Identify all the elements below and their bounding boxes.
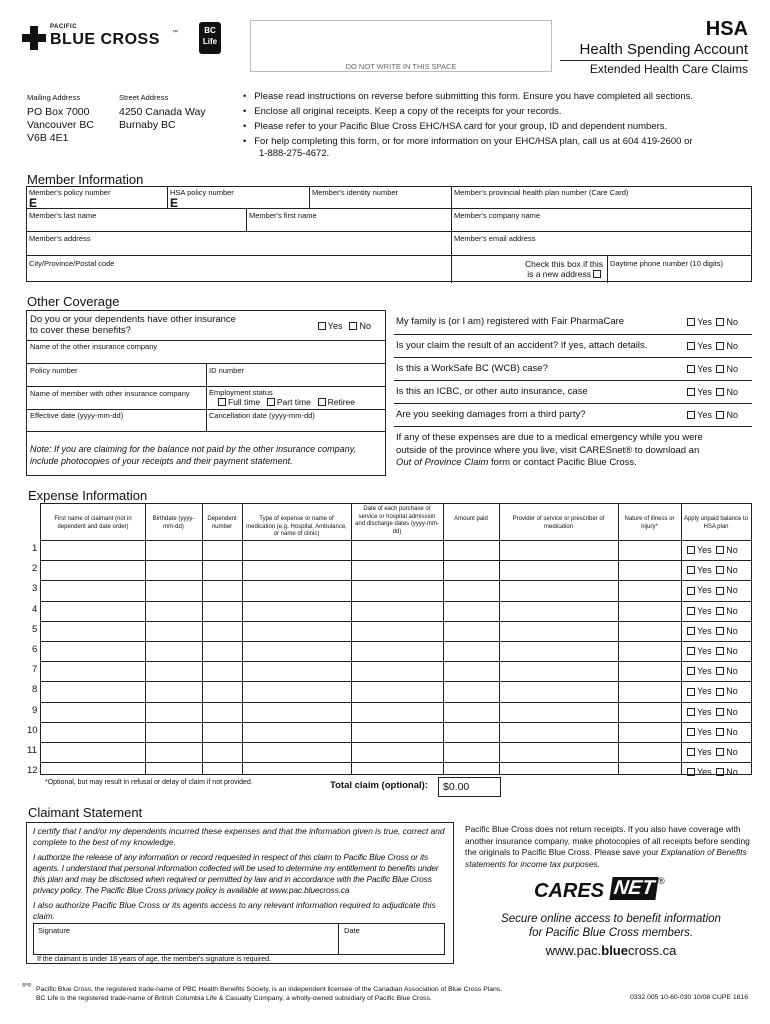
expense-column-header: First name of claimant (not in dependent and date order) <box>54 516 132 530</box>
expense-row[interactable] <box>41 641 681 661</box>
expense-row[interactable] <box>41 621 681 641</box>
date-label: Date <box>344 926 360 935</box>
other-company-label: Name of the other insurance company <box>30 342 158 351</box>
policy-number-label: Member's policy number <box>29 188 111 197</box>
hsa-policy-prefix: E <box>170 196 179 210</box>
other-member-field[interactable] <box>27 386 206 409</box>
yes-checkbox[interactable]: Yes <box>685 387 712 397</box>
expense-column-header: Dependent number <box>207 516 237 530</box>
expense-column-header: Type of expense or name of medication (e.g. Hospital, Ambulance, or name of clinic) <box>246 516 347 537</box>
question-row: Is your claim the result of an accident? If yes, attach details. Yes No <box>394 334 752 358</box>
yes-checkbox[interactable]: Yes <box>316 321 343 331</box>
row-number: 3 <box>32 583 38 595</box>
hsa-yes-no <box>685 767 738 778</box>
logo-tm: ™ <box>172 30 178 36</box>
instruction-item: • Enclose all original receipts. Keep a copy of the receipts for your records. <box>243 106 562 117</box>
expense-column-header: Date of each purchase or service or hospital admission and discharge dates (yyyy-mm-dd) <box>355 506 439 535</box>
yes-checkbox[interactable]: Yes <box>685 626 712 636</box>
provincial-number-field[interactable] <box>451 187 753 208</box>
expense-column-header: Provider of service or prescriber of medication <box>512 516 605 530</box>
part-time-checkbox[interactable]: Part time <box>265 397 311 407</box>
yes-checkbox[interactable]: Yes <box>685 747 712 757</box>
other-policy-field[interactable] <box>27 363 206 386</box>
expense-column-header: Amount paid <box>454 516 488 522</box>
caresnet-cares: CARES <box>534 880 605 902</box>
row-number: 6 <box>32 644 38 655</box>
row-number: 5 <box>32 623 38 635</box>
email-label: Member's email address <box>454 234 536 243</box>
instruction-item-cont: 1-888-275-4672. <box>259 148 330 159</box>
member-info-grid <box>26 186 752 282</box>
receipts-info: Pacific Blue Cross does not return receipts. If you also have coverage with another insurance company, make photocopies of all receipts before sending the originals to Pacific Blue Cross. Please save your Explanation of Benefits statements for income tax purposes. <box>465 824 750 869</box>
mailing-address-label: Mailing Address <box>27 93 80 102</box>
expense-column-header: Apply unpaid balance to HSA plan <box>683 516 749 530</box>
instruction-item: • Please refer to your Pacific Blue Cross EHC/HSA card for your group, ID and dependent numbers. <box>243 121 668 132</box>
yes-checkbox[interactable]: Yes <box>685 767 712 777</box>
checkbox-icon[interactable] <box>593 270 601 278</box>
last-name-field[interactable] <box>27 208 246 231</box>
email-field[interactable] <box>451 231 753 255</box>
policy-prefix: E <box>29 196 38 210</box>
mailing-line: PO Box 7000 <box>27 106 90 118</box>
hsa-policy-field[interactable] <box>167 187 309 208</box>
form-code: 0332.005 10-60-030 10/08 CUPE 1816 <box>630 994 748 1001</box>
no-checkbox[interactable]: No <box>714 727 738 737</box>
cancellation-date-field[interactable] <box>206 409 386 431</box>
pacific-blue-cross-logo <box>22 24 192 54</box>
yes-checkbox[interactable]: Yes <box>685 686 712 696</box>
city-field[interactable] <box>27 255 451 283</box>
question-row: Is this a WorkSafe BC (WCB) case? Yes No <box>394 357 752 381</box>
hsa-yes-no <box>685 727 738 738</box>
hsa-yes-no <box>685 707 738 718</box>
hsa-yes-no <box>685 606 738 617</box>
no-checkbox[interactable]: No <box>714 626 738 636</box>
do-not-write-box <box>250 20 552 72</box>
other-company-field[interactable] <box>27 340 387 363</box>
yes-checkbox[interactable]: Yes <box>685 585 712 595</box>
expense-row[interactable] <box>41 580 681 600</box>
employment-status-field <box>206 386 386 409</box>
row-number: 4 <box>32 603 38 615</box>
other-id-field[interactable] <box>206 363 386 386</box>
row-number: 8 <box>32 684 38 696</box>
other-coverage-grid <box>26 310 386 476</box>
no-checkbox[interactable]: No <box>347 321 371 331</box>
new-address-checkbox[interactable] <box>451 255 607 283</box>
no-checkbox[interactable]: No <box>714 747 738 757</box>
expense-row[interactable] <box>41 540 681 560</box>
signature-label: Signature <box>38 926 71 935</box>
no-checkbox[interactable]: No <box>714 364 738 374</box>
footer-marks: ®*® <box>22 983 32 989</box>
member-address-label: Member's address <box>29 234 91 243</box>
no-checkbox[interactable]: No <box>714 666 738 676</box>
no-checkbox[interactable]: No <box>714 317 738 327</box>
hsa-yes-no <box>685 545 738 556</box>
street-address <box>119 106 206 132</box>
question-row: Are you seeking damages from a third party? Yes No <box>394 403 752 427</box>
effective-date-field[interactable] <box>27 409 206 431</box>
secure-access-text: Secure online access to benefit information for Pacific Blue Cross members. <box>501 913 721 939</box>
mailing-line: Vancouver BC <box>27 119 94 131</box>
street-line: Burnaby BC <box>119 119 176 131</box>
expense-row[interactable] <box>41 722 681 742</box>
yes-checkbox[interactable]: Yes <box>685 666 712 676</box>
signature-field[interactable] <box>33 923 445 955</box>
other-coverage-note: Note: If you are claiming for the balance not paid by the other insurance company, include photocopies of your receipts and their payment statement. <box>30 444 357 466</box>
authorize-text: I authorize the release of any information or record requested in respect of this claim to Pacific Blue Cross or its agents. I understand that personal information collected will be used to determine my entitlement to benefits under this plan and may be disclosed when required or permitted by law and in accordance with the Pacific Blue Cross privacy policy. The Pacific Blue Cross privacy policy is available at www.pac.bluecross.ca <box>33 852 439 895</box>
footer-legal: Pacific Blue Cross, the registered trade-name of PBC Health Benefits Society, is an independent licensee of the Canadian Association of Blue Cross Plans. BC Life is the registered trade-name of British Columbia Life & Casualty Company, a wholly-owned subsidiary of Pacific Blue Cross. <box>36 986 503 1002</box>
row-number: 10 <box>27 724 38 736</box>
hsa-yes-no <box>685 565 738 576</box>
daytime-phone-field[interactable] <box>607 255 753 283</box>
new-address-label-2: is a new address <box>527 269 591 279</box>
bc-life-logo <box>199 22 221 54</box>
hsa-yes-no <box>685 747 738 758</box>
no-checkbox[interactable]: No <box>714 410 738 420</box>
total-claim-label: Total claim (optional): <box>330 780 428 791</box>
claimant-statement-box <box>26 822 454 964</box>
logo-bluecross: BLUE CROSS <box>50 31 160 48</box>
yes-checkbox[interactable]: Yes <box>685 565 712 575</box>
no-checkbox[interactable]: No <box>714 686 738 696</box>
agents-text: I also authorize Pacific Blue Cross or its agents access to any relevant information required to adjudicate this claim. <box>33 900 436 921</box>
daytime-phone-label: Daytime phone number (10 digits) <box>610 259 723 268</box>
identity-number-label: Member's identity number <box>312 188 399 197</box>
yes-checkbox[interactable]: Yes <box>685 341 712 351</box>
cross-icon <box>22 26 46 50</box>
form-title: Health Spending Account <box>579 41 748 58</box>
mailing-line: V6B 4E1 <box>27 132 69 144</box>
out-of-province-link: Out of Province Claim <box>396 457 489 468</box>
logo-pacific: PACIFIC <box>50 24 78 30</box>
no-checkbox[interactable]: No <box>714 341 738 351</box>
row-number: 7 <box>32 664 38 676</box>
company-name-label: Member's company name <box>454 211 541 220</box>
employment-status-label: Employment status <box>209 388 273 397</box>
yes-checkbox[interactable]: Yes <box>685 606 712 616</box>
bc-life-text: BC Life <box>202 26 218 46</box>
street-line: 4250 Canada Way <box>119 106 206 118</box>
no-checkbox[interactable]: No <box>714 707 738 717</box>
yes-checkbox[interactable]: Yes <box>685 317 712 327</box>
yes-checkbox[interactable]: Yes <box>685 545 712 555</box>
hsa-policy-label: HSA policy number <box>170 188 234 197</box>
row-number: 11 <box>27 745 37 756</box>
hsa-yes-no <box>685 666 738 677</box>
expense-row[interactable] <box>41 560 681 580</box>
member-information-title: Member Information <box>27 172 144 187</box>
hsa-yes-no <box>685 585 738 596</box>
street-address-label: Street Address <box>119 93 169 102</box>
instruction-item: • Please read instructions on reverse before submitting this form. Ensure you have completed all sections. <box>243 91 694 102</box>
expense-row[interactable] <box>41 702 681 722</box>
do-not-write-label: DO NOT WRITE IN THIS SPACE <box>345 62 457 71</box>
effective-date-label: Effective date (yyyy-mm-dd) <box>30 411 124 420</box>
no-checkbox[interactable]: No <box>714 545 738 555</box>
expense-row[interactable] <box>41 681 681 701</box>
emergency-note: If any of these expenses are due to a medical emergency while you were outside of the province where you live, visit CARESnet® to download an Out of Province Claim form or contact Pacific Blue Cross. <box>396 432 703 468</box>
other-insurance-yes-no <box>316 321 371 332</box>
company-name-field[interactable] <box>451 208 753 231</box>
other-member-label: Name of member with other insurance company <box>30 389 190 398</box>
yes-checkbox[interactable]: Yes <box>685 707 712 717</box>
identity-number-field[interactable] <box>309 187 451 208</box>
hsa-title: HSA <box>705 18 748 40</box>
full-time-checkbox[interactable]: Full time <box>216 397 260 407</box>
other-coverage-title: Other Coverage <box>27 294 120 309</box>
hsa-yes-no <box>685 646 738 657</box>
policy-number-field[interactable] <box>27 187 167 208</box>
no-checkbox[interactable]: No <box>714 767 738 777</box>
expense-column-header: Birthdate (yyyy-mm-dd) <box>152 516 195 530</box>
expense-row[interactable] <box>41 661 681 681</box>
instruction-item: • For help completing this form, or for more information on your EHC/HSA plan, call us at 604 419-2600 or <box>243 136 693 147</box>
no-checkbox[interactable]: No <box>714 646 738 656</box>
hsa-yes-no <box>685 626 738 637</box>
expense-row[interactable] <box>41 601 681 621</box>
form-subtitle: Extended Health Care Claims <box>589 62 748 76</box>
total-claim-value: $0.00 <box>443 781 470 793</box>
mailing-address <box>27 106 94 145</box>
claimant-statement-title: Claimant Statement <box>28 805 143 820</box>
total-claim-field[interactable] <box>438 777 501 797</box>
row-number: 1 <box>32 543 38 554</box>
caresnet-reg: ® <box>658 876 665 886</box>
first-name-field[interactable] <box>246 208 451 231</box>
no-checkbox[interactable]: No <box>714 606 738 616</box>
row-number: 2 <box>32 563 38 575</box>
caresnet-logo[interactable] <box>534 876 674 908</box>
new-address-label-1: Check this box if this <box>525 259 603 269</box>
website-link[interactable]: www.pac.bluecross.ca <box>545 943 677 958</box>
question-row: Is this an ICBC, or other auto insurance, case Yes No <box>394 380 752 404</box>
row-number: 12 <box>27 765 38 777</box>
no-checkbox[interactable]: No <box>714 387 738 397</box>
expense-table <box>40 503 752 778</box>
last-name-label: Member's last name <box>29 211 97 220</box>
yes-checkbox[interactable]: Yes <box>685 410 712 420</box>
yes-checkbox[interactable]: Yes <box>685 646 712 656</box>
yes-checkbox[interactable]: Yes <box>685 364 712 374</box>
retiree-checkbox[interactable]: Retiree <box>316 397 355 407</box>
cancellation-date-label: Cancellation date (yyyy-mm-dd) <box>209 411 315 420</box>
question-row: My family is (or I am) registered with Fair PharmaCare Yes No <box>394 310 752 335</box>
member-address-field[interactable] <box>27 231 451 255</box>
expense-column-header: Nature of illness or injury* <box>624 516 675 530</box>
row-number: 9 <box>32 704 38 716</box>
expense-row[interactable] <box>41 742 681 762</box>
caresnet-net: NET <box>609 877 658 900</box>
optional-note: *Optional, but may result in refusal or delay of claim if not provided. <box>45 779 253 786</box>
under-18-note: If the claimant is under 18 years of age, the member's signature is required. <box>37 956 272 963</box>
city-label: City/Province/Postal code <box>29 259 115 268</box>
instructions-list <box>243 89 753 161</box>
first-name-label: Member's first name <box>249 211 317 220</box>
certify-text: I certify that I and/or my dependents incurred these expenses and that the information given is true, correct and complete to the best of my knowledge. <box>33 826 445 847</box>
yes-checkbox[interactable]: Yes <box>685 727 712 737</box>
other-policy-label: Policy number <box>30 366 78 375</box>
no-checkbox[interactable]: No <box>714 585 738 595</box>
no-checkbox[interactable]: No <box>714 565 738 575</box>
other-id-label: ID number <box>209 366 245 375</box>
expense-information-title: Expense Information <box>28 488 148 503</box>
hsa-yes-no <box>685 686 738 697</box>
provincial-number-label: Member's provincial health plan number (Care Card) <box>454 188 629 197</box>
other-insurance-question: Do you or your dependents have other insurance to cover these benefits? <box>30 314 236 336</box>
